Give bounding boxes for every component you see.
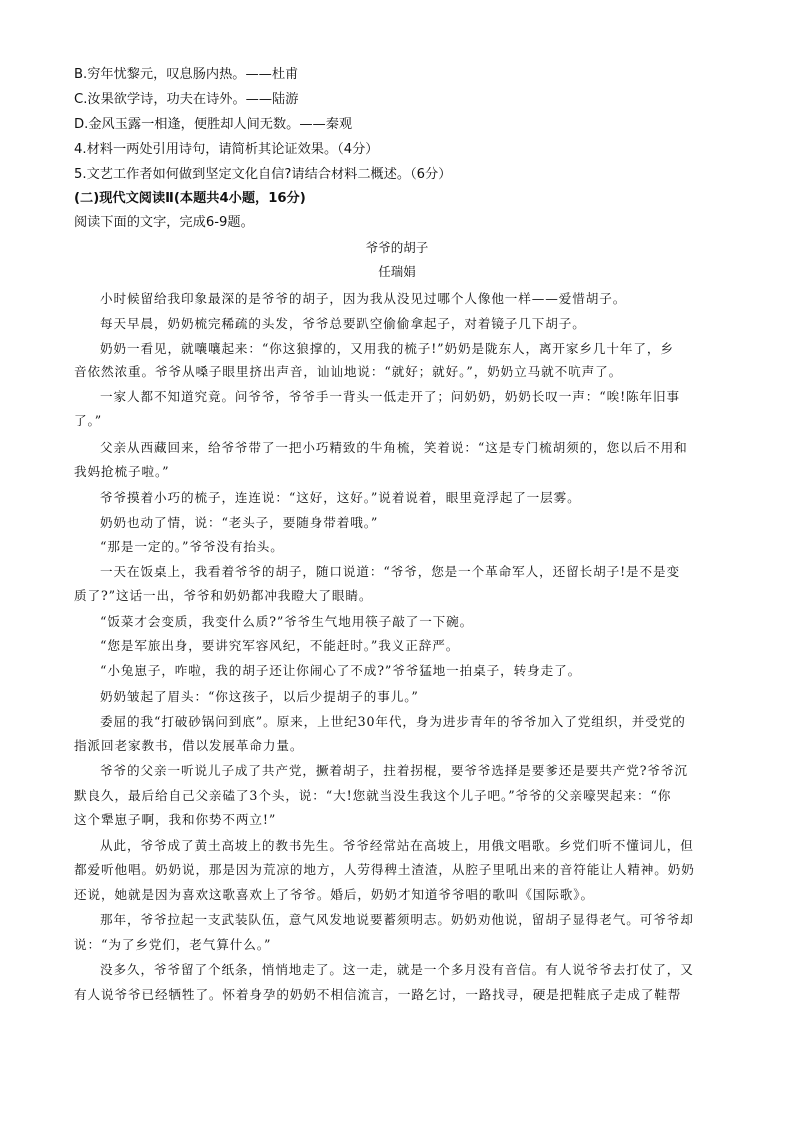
story-line: 指派回老家教书，借以发展革命力量。 bbox=[74, 738, 304, 753]
story-line: 每天早晨，奶奶梳完稀疏的头发，爷爷总要趴空偷偷拿起子，对着镜子几下胡子。 bbox=[100, 316, 586, 331]
story-line: “那是一定的。”爷爷没有抬头。 bbox=[100, 539, 284, 554]
story-line: 委屈的我“打破砂锅问到底”。原来，上世纪30年代，身为进步青年的爷爷加入了党组织，并受党的 bbox=[100, 714, 686, 729]
story-line: 爷爷的父亲一听说儿子成了共产党，撅着胡子，拄着拐棍，要爷爷选择是要爹还是要共产党?爷爷沉 bbox=[100, 763, 688, 778]
story-line: 奶奶也动了情，说：“老头子，要随身带着哦。” bbox=[100, 515, 379, 530]
story-line: 我妈抢梳子啦。” bbox=[74, 464, 170, 479]
section-instruction: 阅读下面的文字，完成6-9题。 bbox=[74, 215, 254, 230]
story-line: 默良久，最后给自己父亲磕了3个头，说：“大!您就当没生我这个儿子吧。”爷爷的父亲嚎哭起来：“你 bbox=[74, 788, 672, 803]
article-title: 爷爷的胡子 bbox=[365, 240, 429, 255]
story-line: 那年，爷爷拉起一支武装队伍，意气风发地说要蓄须明志。奶奶劝他说，留胡子显得老气。可爷爷却 bbox=[100, 912, 694, 927]
answer-option-c: C.汝果欲学诗，功夫在诗外。——陆游 bbox=[74, 92, 299, 107]
story-line: 父亲从西藏回来，给爷爷带了一把小巧精致的牛角梳，笑着说：“这是专门梳胡须的，您以后不用和 bbox=[100, 440, 688, 455]
story-line: 一家人都不知道究竟。问爷爷，爷爷手一背头一低走开了；问奶奶，奶奶长叹一声：“唉!陈年旧事 bbox=[100, 389, 681, 404]
answer-option-b: B.穷年忧黎元，叹息肠内热。——杜甫 bbox=[74, 67, 299, 82]
story-line: 这个犟崽子啊，我和你势不两立!” bbox=[74, 812, 277, 827]
story-line: “饭菜才会变质，我变什么质?”爷爷生气地用筷子敲了一下碗。 bbox=[100, 614, 474, 629]
story-line: 质了?”这话一出，爷爷和奶奶都冲我瞪大了眼睛。 bbox=[74, 588, 373, 603]
story-line: 爷爷摸着小巧的梳子，连连说：“这好，这好。”说着说着，眼里竟浮起了一层雾。 bbox=[100, 490, 581, 505]
question-5: 5.文艺工作者如何做到坚定文化自信?请结合材料二概述。（6分） bbox=[74, 167, 452, 182]
section-heading: (二)现代文阅读Ⅱ(本题共4小题，16分) bbox=[74, 191, 306, 206]
story-line: 音依然浓重。爷爷从嗓子眼里挤出声音，讪讪地说：“就好；就好。”，奶奶立马就不吭声了。 bbox=[74, 364, 623, 379]
story-line: 小时候留给我印象最深的是爷爷的胡子，因为我从没见过哪个人像他一样——爱惜胡子。 bbox=[100, 291, 627, 306]
story-line: 一天在饭桌上，我看着爷爷的胡子，随口说道：“爷爷，您是一个革命军人，还留长胡子!是不是变 bbox=[100, 564, 681, 579]
question-4: 4.材料一两处引用诗句，请简析其论证效果。（4分） bbox=[74, 142, 379, 157]
story-line: 有人说爷爷已经牺牲了。怀着身孕的奶奶不相信流言，一路乞讨，一路找寻，硬是把鞋底子走成了鞋帮 bbox=[74, 987, 682, 1002]
story-line: 了。” bbox=[74, 413, 103, 428]
story-line: “您是军旅出身，要讲究军容风纪，不能赶时。”我义正辞严。 bbox=[100, 638, 460, 653]
story-line: 奶奶皱起了眉头：“你这孩子，以后少提胡子的事儿。” bbox=[100, 689, 419, 704]
story-line: 从此，爷爷成了黄土高坡上的教书先生。爷爷经常站在高坡上，用俄文唱歌。乡党们听不懂词儿，但 bbox=[100, 838, 694, 853]
story-line: 没多久，爷爷留了个纸条，悄悄地走了。这一走，就是一个多月没有音信。有人说爷爷去打仗了，又 bbox=[100, 962, 694, 977]
story-line: 还说，她就是因为喜欢这歌喜欢上了爷爷。婚后，奶奶才知道爷爷唱的歌叫《国际歌》。 bbox=[74, 887, 594, 902]
story-line: 奶奶一看见，就嚷嚷起来：“你这狼撑的，又用我的梳子!”奶奶是陇东人，离开家乡几十年了，乡 bbox=[100, 341, 674, 356]
story-line: 都爱听他唱。奶奶说，那是因为荒凉的地方，人劳得稗土渣渣，从腔子里吼出来的音符能让人精神。奶奶 bbox=[74, 862, 695, 877]
story-line: “小兔崽子，咋啦，我的胡子还让你闹心了不成?”爷爷猛地一拍桌子，转身走了。 bbox=[100, 663, 582, 678]
article-author: 任瑞娟 bbox=[378, 264, 416, 279]
story-line: 说：“为了乡党们，老气算什么。” bbox=[74, 937, 272, 952]
answer-option-d: D.金风玉露一相逢，便胜却人间无数。——秦观 bbox=[74, 117, 353, 132]
